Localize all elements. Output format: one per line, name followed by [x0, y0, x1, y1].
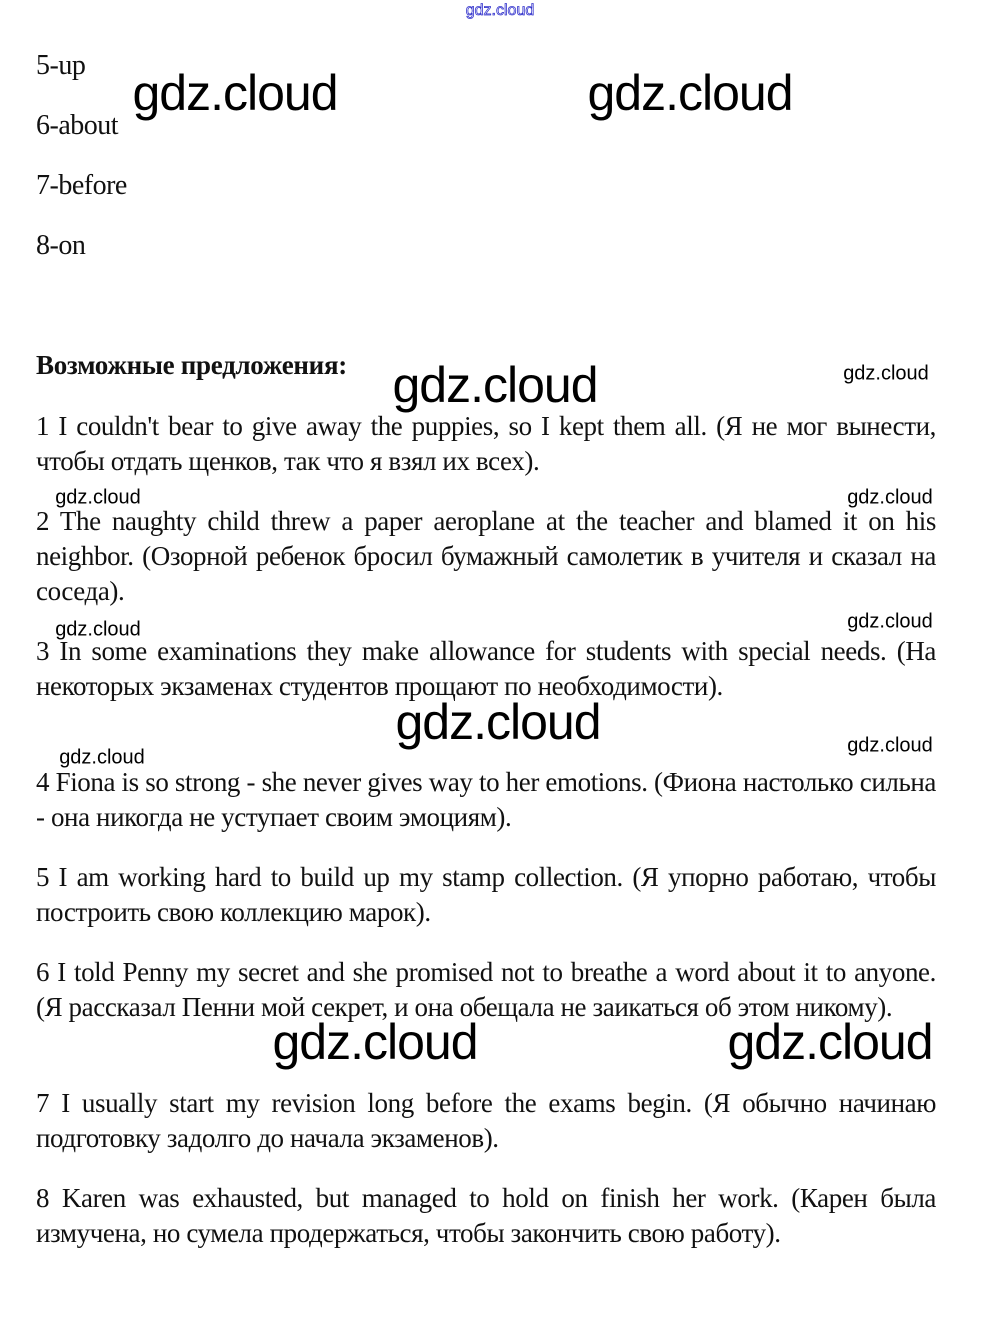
section-heading: Возможные предложения:: [36, 350, 347, 380]
sentence-2: 2 The naughty child threw a paper aeroplane at the teacher and blamed it on his neighbor. (Озорной ребенок бросил бумажный самолетик в учителя и сказал на соседа).: [36, 506, 936, 606]
watermark: gdz.cloud: [587, 65, 793, 121]
sentence-4: 4 Fiona is so strong - she never gives way to her emotions. (Фиона настолько сильна - она никогда не уступает своим эмоциям).: [36, 767, 936, 832]
answer-8: 8-on: [36, 230, 86, 261]
watermark-small: gdz.cloud: [843, 362, 929, 385]
sentence-1: 1 I couldn't bear to give away the puppies, so I kept them all. (Я не мог вынести, чтобы отдать щенков, так что я взял их всех).: [36, 411, 936, 476]
sentence-8: 8 Karen was exhausted, but managed to hold on finish her work. (Карен была измучена, но сумела продержаться, чтобы закончить свою работу).: [36, 1183, 936, 1248]
answer-6: 6-about: [36, 110, 119, 141]
answer-5: 5-up: [36, 50, 86, 81]
watermark: gdz.cloud: [272, 1014, 478, 1070]
sentence-3: 3 In some examinations they make allowance for students with special needs. (На некоторых экзаменах студентов прощают по необходимости).: [36, 636, 936, 701]
watermark-top: gdz.cloud: [465, 2, 535, 19]
watermark-small: gdz.cloud: [55, 618, 141, 641]
sentence-6: 6 I told Penny my secret and she promised not to breathe a word about it to anyone. (Я рассказал Пенни мой секрет, и она обещала не заикаться об этом никому).: [36, 957, 936, 1022]
watermark-small: gdz.cloud: [55, 486, 141, 509]
watermark: gdz.cloud: [132, 65, 338, 121]
watermark-small: gdz.cloud: [847, 486, 933, 509]
answer-7: 7-before: [36, 170, 127, 201]
watermark: gdz.cloud: [392, 357, 598, 413]
watermark-small: gdz.cloud: [59, 746, 145, 769]
watermark-small: gdz.cloud: [847, 610, 933, 633]
watermark: gdz.cloud: [727, 1014, 933, 1070]
watermark: gdz.cloud: [395, 694, 601, 750]
sentence-5: 5 I am working hard to build up my stamp collection. (Я упорно работаю, чтобы построить свою коллекцию марок).: [36, 862, 936, 927]
sentence-7: 7 I usually start my revision long before the exams begin. (Я обычно начинаю подготовку задолго до начала экзаменов).: [36, 1088, 936, 1153]
watermark-small: gdz.cloud: [847, 734, 933, 757]
